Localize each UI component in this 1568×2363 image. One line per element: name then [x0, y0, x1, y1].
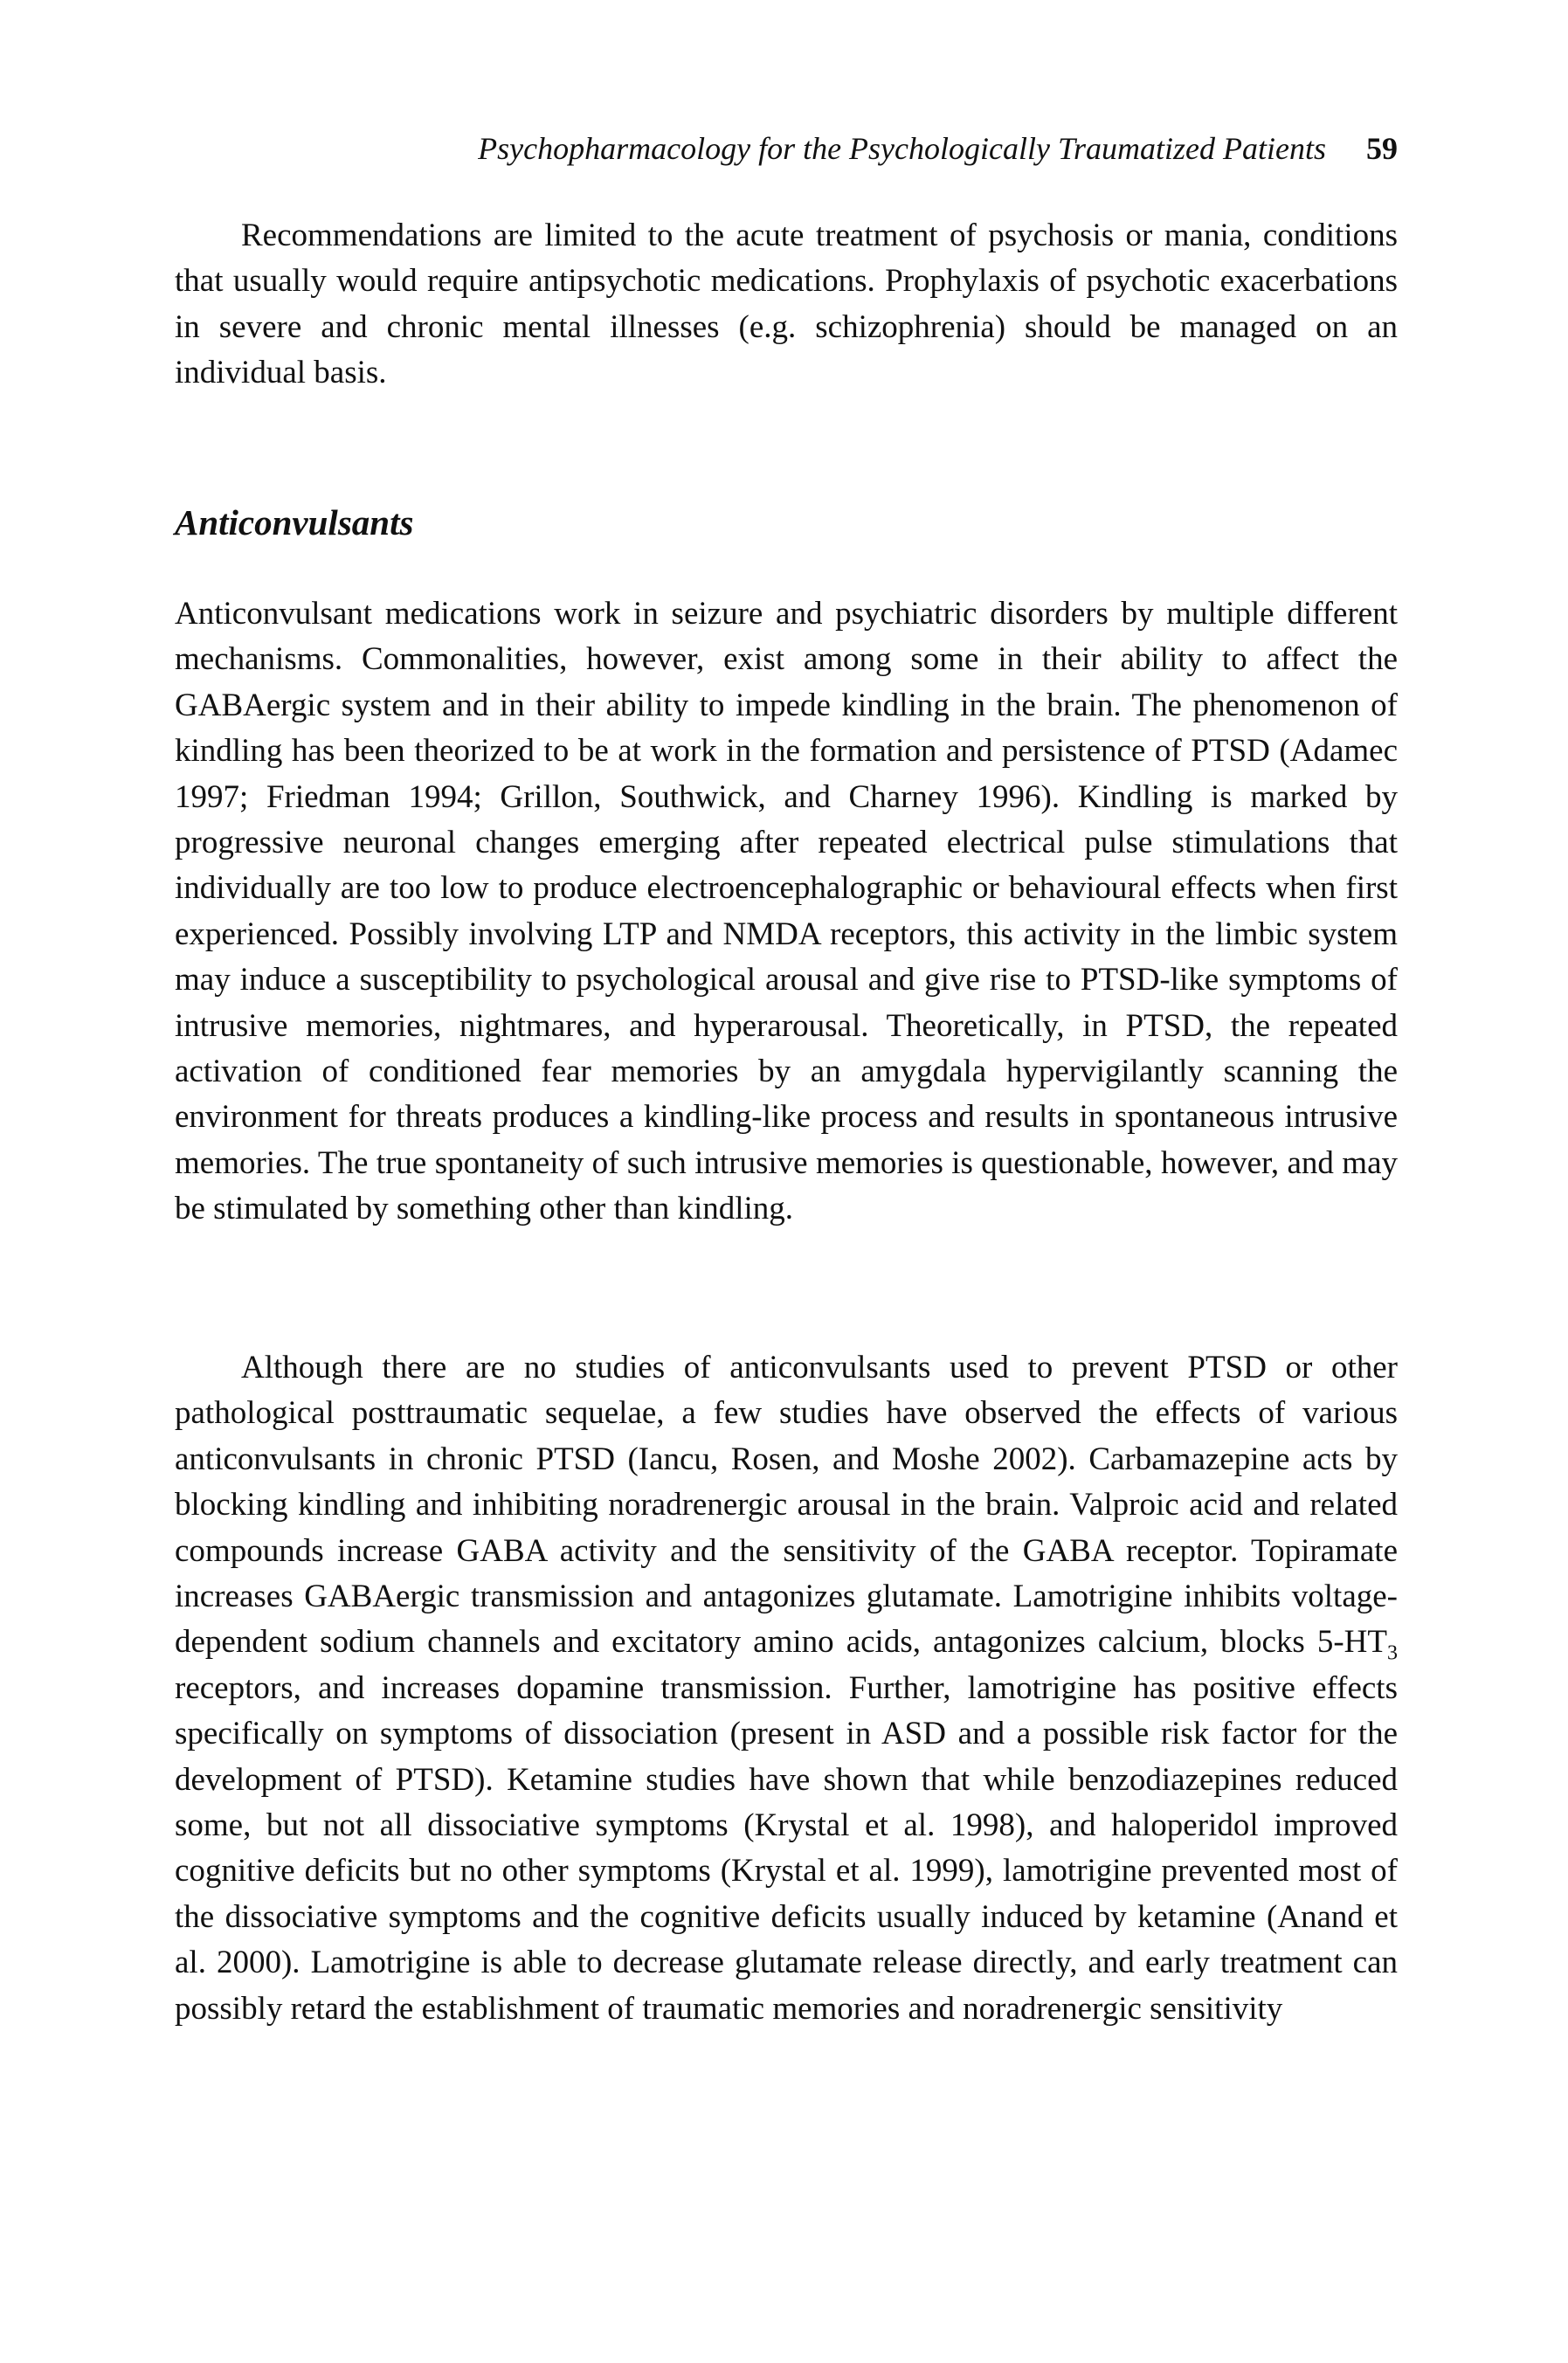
running-header — [175, 129, 1398, 168]
page-number: 59 — [1366, 131, 1398, 166]
subscript-3: 3 — [1387, 1641, 1398, 1665]
section-heading-anticonvulsants: Anticonvulsants — [175, 502, 414, 542]
paragraph-text-part-2: receptors, and increases dopamine transmission. Further, lamotrigine has positive effects specifically on symptoms of dissociation (present in ASD and a possible risk factor for the development of PTSD). Ketamine studies have shown that while benzodiazepines reduced some, but not all dissociative symptoms (Krystal et al. 1998), and haloperidol improved cognitive deficits but no other symptoms (Krystal et al. 1999), lamotrigine prevented most of the dissociative symptoms and the cognitive deficits usually induced by ketamine (Anand et al. 2000). Lamotrigine is able to decrease glutamate release directly, and early treatment can possibly retard the establishment of traumatic memories and noradrenergic sensitivity — [175, 1669, 1398, 2027]
paragraph-anticonvulsant-studies — [175, 1345, 1398, 2032]
paragraph-text-part-1: Although there are no studies of anticonvulsants used to prevent PTSD or other pathological posttraumatic sequelae, a few studies have observed the effects of various anticonvulsants in chronic PTSD (Iancu, Rosen, and Moshe 2002). Carbamazepine acts by blocking kindling and inhibiting noradrenergic arousal in the brain. Valproic acid and related compounds increase GABA activity and the sensitivity of the GABA receptor. Topiramate increases GABAergic transmission and antagonizes glutamate. Lamotrigine inhibits voltage-dependent sodium channels and excitatory amino acids, antagonizes calcium, blocks 5-HT — [175, 1350, 1398, 1661]
paragraph-anticonvulsant-mechanisms: Anticonvulsant medications work in seizure and psychiatric disorders by multiple different mechanisms. Commonalities, however, exist among some in their ability to affect the GABAergic system and in their ability to impede kindling in the brain. The phenomenon of kindling has been theorized to be at work in the formation and persistence of PTSD (Adamec 1997; Friedman 1994; Grillon, Southwick, and Charney 1996). Kindling is marked by progressive neuronal changes emerging after repeated electrical pulse stimulations that individually are too low to produce electroencephalographic or behavioural effects when first experienced. Possibly involving LTP and NMDA receptors, this activity in the limbic system may induce a susceptibility to psychological arousal and give rise to PTSD-like symptoms of intrusive memories, nightmares, and hyperarousal. Theoretically, in PTSD, the repeated activation of conditioned fear memories by an amygdala hypervigilantly scanning the environment for threats produces a kindling-like process and results in spontaneous intrusive memories. The true spontaneity of such intrusive memories is questionable, however, and may be stimulated by something other than kindling. — [175, 596, 1398, 1227]
paragraph-antipsychotic-recommendations: Recommendations are limited to the acute treatment of psychosis or mania, conditions that usually would require antipsychotic medications. Prophylaxis of psychotic exacerbations in severe and chronic mental illnesses (e.g. schizophrenia) should be managed on an individual basis. — [175, 218, 1398, 391]
running-title: Psychopharmacology for the Psychologically Traumatized Patients — [478, 131, 1326, 166]
